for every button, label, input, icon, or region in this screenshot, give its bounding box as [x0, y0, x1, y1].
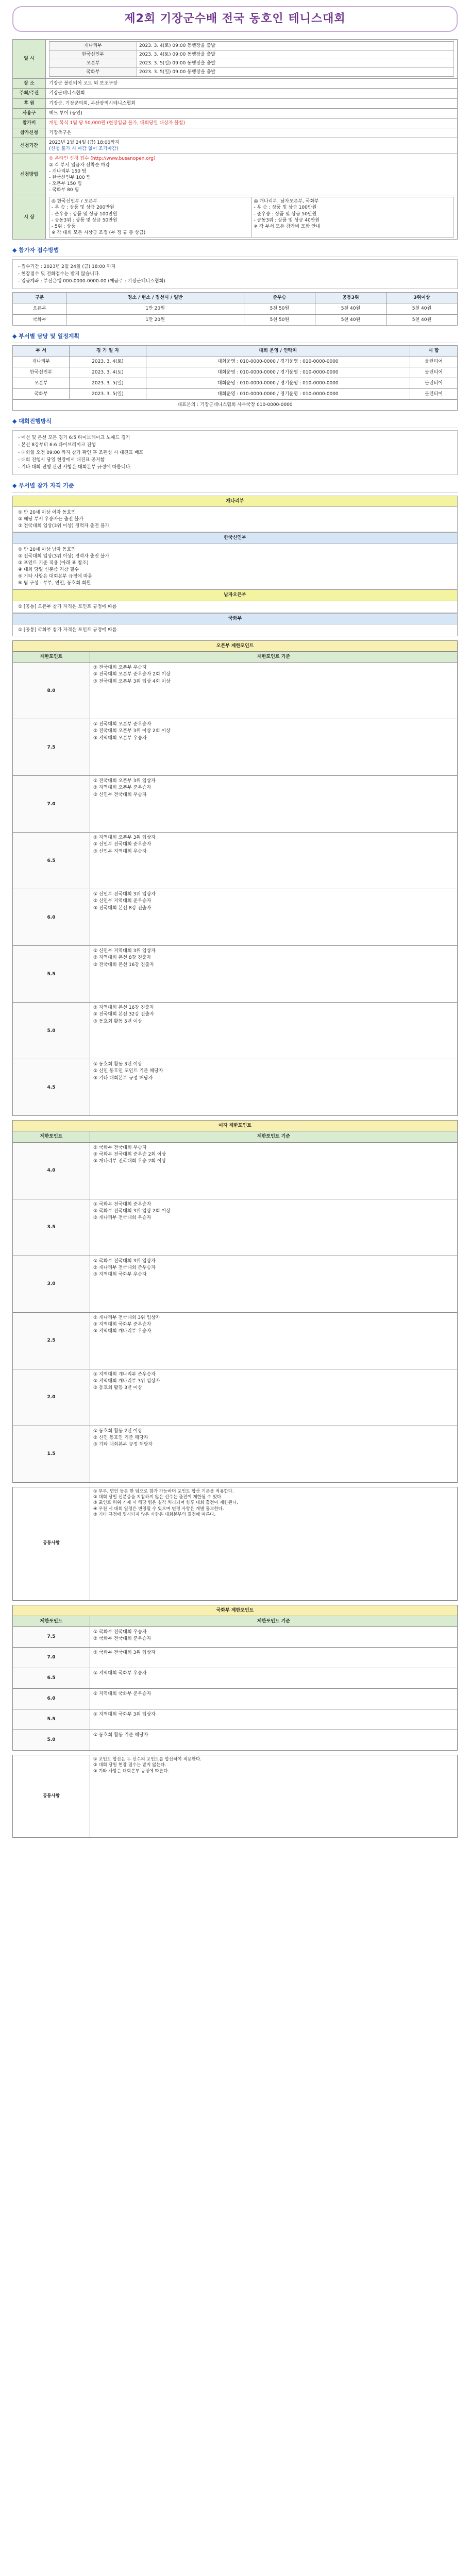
rule-line: - 본선 8강부터 6:6 타이브레이크 진행 [18, 443, 96, 448]
schedule-cell: 한국신인부 [13, 367, 70, 378]
points-line: ② 국화부 전국대회 준우승 2회 이상 [93, 1151, 166, 1157]
points-criteria [90, 833, 458, 889]
points-criteria [90, 663, 458, 719]
page-title: 제2회 기장군수배 전국 동호인 테니스대회 [124, 12, 346, 25]
points-level: 5.0 [13, 1003, 90, 1059]
points-row [13, 1369, 458, 1426]
points-line: ③ 신인부 지역대회 우승자 [93, 849, 147, 854]
schedule-cell: 볼런티어 [410, 378, 457, 389]
ratings-cell: 국화부 [13, 314, 66, 325]
common-notes-row [13, 1487, 458, 1600]
points-line: ① 국화부 전국대회 3위 입상자 [93, 1650, 156, 1655]
eligibility-rows [12, 601, 458, 613]
venue-value: 기장군 볼런티어 코트 외 보조구장 [46, 79, 458, 89]
common-note-line: ④ 우천 시 대회 일정은 변경될 수 있으며 변경 사항은 개별 통보한다. [93, 1506, 224, 1512]
points-line: ③ 동호회 활동 3년 이상 [93, 1385, 142, 1391]
schedule-cell: 대회운영 : 010-0000-0000 / 경기운영 : 010-0000-0000 [146, 356, 410, 367]
apply-label: 신청방법 [13, 154, 46, 195]
points-criteria [90, 1688, 458, 1709]
prize-line: ※ 각 부서 모든 참가비 포함 안내 [254, 224, 321, 229]
ratings-cell: 1만 20원 [66, 303, 244, 314]
common-note-line: ① 부부, 연인 등은 한 팀으로 참가 가능하며 포인트 합산 기준을 적용한다. [93, 1488, 234, 1494]
notice-line: - 접수기간 : 2023년 2월 24일 (금) 18:00 까지 [18, 264, 116, 269]
points-line: ③ 동호회 활동 5년 이상 [93, 1019, 142, 1024]
schedule-table-row [13, 356, 458, 367]
prize-subtable [49, 197, 454, 238]
apply-line: - 개나리부 150 팀 [49, 168, 87, 174]
points-line: ③ 신인부 전국대회 우승자 [93, 792, 147, 798]
points-line: ③ 전국대회 본선 8강 진출자 [93, 905, 152, 911]
points-line: ② 지역대회 오픈부 준우승자 [93, 785, 152, 791]
apply-line: - 오픈부 150 팀 [49, 181, 82, 187]
period-label: 신청기간 [13, 138, 46, 154]
notice-section [12, 245, 458, 326]
eligibility-line: ① [공통] 국화부 참가 자격은 포인트 규정에 따름 [18, 627, 117, 633]
eligibility-band: 남자오픈부 [12, 589, 458, 601]
points-criteria [90, 1668, 458, 1688]
notice-title: ◆ 참가자 접수방법 [12, 245, 458, 257]
schedule-header-row [13, 345, 458, 356]
points-criteria [90, 776, 458, 833]
points-row [13, 1199, 458, 1256]
points-line: ① 국화부 전국대회 우승자 [93, 1145, 147, 1150]
points-criteria [90, 1369, 458, 1426]
sponsor-label: 후 원 [13, 98, 46, 108]
schedule-table-row [13, 389, 458, 400]
points-criteria [90, 889, 458, 946]
info-table [12, 39, 458, 240]
period-value: 2023년 2월 24일 (금) 18:00까지 [49, 140, 120, 146]
points-line: ② 신인 동호인 포인트 기준 해당자 [93, 1069, 163, 1074]
apply-methods [46, 154, 458, 195]
points-line: ② 개나리부 전국대회 준우승자 [93, 1265, 156, 1270]
rule-line: - 대회 진행시 당일 현장에서 대진표 공지함 [18, 457, 105, 463]
points-row [13, 1256, 458, 1312]
points-line: ③ 전국대회 오픈부 3위 입상 4회 이상 [93, 679, 171, 684]
schedule-date: 2023. 3. 4(토) 09:00 동행장을 출발 [137, 50, 454, 59]
eligibility-band: 한국신인부 [12, 532, 458, 544]
points-criteria [90, 1003, 458, 1059]
schedule-cell: 개나리부 [13, 356, 70, 367]
prize-line: - 공동3위 : 상품 및 상금 40만원 [254, 217, 320, 223]
points-title-row [13, 640, 458, 651]
schedule-cell: 국화부 [13, 389, 70, 400]
points-line: ③ 기타 대회본부 규정 해당자 [93, 1442, 153, 1447]
points-row [13, 1668, 458, 1688]
final-notes-table [12, 1755, 458, 1838]
points-row [13, 1688, 458, 1709]
schedule-row [49, 68, 454, 77]
ratings-header: 공동3위 [315, 293, 386, 303]
points-row [13, 1426, 458, 1482]
eligibility-line: ⑥ 팀 구성 : 부부, 연인, 동호회 회원 [18, 581, 91, 586]
eligibility-band: 국화부 [12, 613, 458, 624]
points-row [13, 719, 458, 776]
points-line: ② 신인부 전국대회 준우승자 [93, 842, 152, 848]
women-points-table [12, 1120, 458, 1482]
schedule-footer: 대표문의 : 기장군테니스협회 사무국장 010-0000-0000 [12, 400, 458, 411]
common-notes-table [12, 1487, 458, 1601]
notice-line: - 현장접수 및 전화접수는 받지 않습니다. [18, 272, 100, 277]
ratings-row [13, 314, 458, 325]
open-points-table [12, 640, 458, 1116]
points-line: ② 지역대회 본선 8강 진출자 [93, 955, 152, 961]
points-line: ② 신인부 지역대회 준우승자 [93, 899, 152, 904]
points-level: 7.5 [13, 719, 90, 776]
points-line: ① 국화부 전국대회 준우승자 [93, 1201, 152, 1207]
points-line: ③ 지역대회 개나리부 우승자 [93, 1328, 152, 1334]
schedule-date: 2023. 3. 4(토) 09:00 동행장을 출발 [137, 41, 454, 50]
points-header: 제한포인트 기준 [90, 652, 458, 663]
schedule-cell: 볼런티어 [410, 367, 457, 378]
points-row [13, 663, 458, 719]
points-line: ① 신인부 전국대회 3위 입상자 [93, 892, 156, 897]
points-level: 6.0 [13, 1688, 90, 1709]
points-level: 5.0 [13, 1730, 90, 1750]
schedule-cell: 2023. 3. 5(일) [70, 389, 146, 400]
points-level: 6.5 [13, 833, 90, 889]
fee-value: 개인 복식 1팀 당 50,000원 (현장입금 불가, 대회당일 대상자 불참) [46, 118, 458, 128]
points-criteria [90, 1426, 458, 1482]
final-note-line: ③ 기타 사항은 대회본부 규정에 따른다. [93, 1768, 169, 1774]
eligibility-rows [12, 507, 458, 532]
schedule-group: 개나리부 [49, 41, 137, 50]
schedule-section [12, 331, 458, 411]
points-level: 2.5 [13, 1312, 90, 1369]
ratings-header: 정소 / 현소 / 접선시 / 일반 [66, 293, 244, 303]
schedule-cell: 대회운영 : 010-0000-0000 / 경기운영 : 010-0000-0000 [146, 367, 410, 378]
points-title: 오픈부 제한포인트 [13, 640, 458, 651]
schedule-cell: 대회운영 : 010-0000-0000 / 경기운영 : 010-0000-0000 [146, 378, 410, 389]
eligibility-section [12, 480, 458, 493]
points-line: ① 지역대회 개나리부 준우승자 [93, 1371, 156, 1377]
rule-line: - 예선 및 본선 모든 경기 6:5 타이브레이크 노애드 경기 [18, 435, 130, 441]
common-notes-body [90, 1487, 458, 1600]
final-notes-label: 공통사항 [13, 1755, 90, 1837]
points-criteria [90, 1059, 458, 1116]
eligibility-list [12, 496, 458, 636]
fee-label: 참가비 [13, 118, 46, 128]
points-line: ① 지역대회 국화부 우승자 [93, 1670, 147, 1676]
notice-box [12, 259, 458, 289]
ratings-cell: 5천 40원 [386, 303, 457, 314]
ratings-cell: 5천 40원 [386, 314, 457, 325]
points-header-row [13, 1131, 458, 1142]
points-line: ② 전국대회 본선 32강 진출자 [93, 1012, 154, 1018]
ratings-row [13, 303, 458, 314]
points-header: 제한포인트 기준 [90, 1616, 458, 1626]
points-row [13, 946, 458, 1003]
prize-line: - 공동3위 : 상품 및 상금 50만원 [52, 217, 118, 223]
points-criteria [90, 1256, 458, 1312]
points-title-row [13, 1605, 458, 1616]
ratings-cell: 오픈부 [13, 303, 66, 314]
prize-line: ◎ 개나리부, 남자오픈부, 국화부 [254, 199, 319, 205]
schedule-subtable [49, 41, 454, 77]
prize-line: - 우 승 : 상품 및 상금 200만원 [52, 205, 114, 211]
points-row [13, 1312, 458, 1369]
rules-section [12, 416, 458, 475]
prize-line: - 준우승 : 상품 및 상금 100만원 [52, 211, 118, 217]
points-level: 7.0 [13, 776, 90, 833]
eligibility-line: ① [공통] 오픈부 참가 자격은 포인트 규정에 따름 [18, 604, 117, 609]
points-line: ① 전국대회 오픈부 우승자 [93, 665, 147, 671]
prize-line: - 우 승 : 상품 및 상금 100만원 [254, 205, 317, 211]
schedule-header: 시 합 [410, 345, 457, 356]
points-level: 6.5 [13, 1668, 90, 1688]
schedule-table-row [13, 378, 458, 389]
points-row [13, 833, 458, 889]
schedule-group: 오픈부 [49, 59, 137, 67]
ratings-header-row [13, 293, 458, 303]
points-line: ① 전국대회 오픈부 준우승자 [93, 722, 152, 727]
schedule-cell: 대회운영 : 010-0000-0000 / 경기운영 : 010-0000-0000 [146, 389, 410, 400]
ball-label: 사용구 [13, 108, 46, 118]
points-line: ① 국화부 전국대회 우승자 [93, 1629, 147, 1635]
points-line: ③ 개나리부 전국대회 우승 2회 이상 [93, 1158, 166, 1164]
points-line: ① 동호회 활동 2년 이상 [93, 1428, 142, 1434]
points-header: 제한포인트 [13, 652, 90, 663]
final-notes-body [90, 1755, 458, 1837]
ratings-header: 준우승 [244, 293, 315, 303]
points-criteria [90, 1626, 458, 1647]
schedule-cell: 2023. 3. 4(토) [70, 367, 146, 378]
points-line: ② 국화부 전국대회 준우승자 [93, 1636, 152, 1641]
schedule-row [49, 41, 454, 50]
points-level: 1.5 [13, 1426, 90, 1482]
points-level: 2.0 [13, 1369, 90, 1426]
schedule-group: 한국신인부 [49, 50, 137, 59]
points-level: 8.0 [13, 663, 90, 719]
points-row [13, 889, 458, 946]
eligibility-title: ◆ 부서별 참가 자격 기준 [12, 480, 458, 493]
points-title: 여자 제한포인트 [13, 1121, 458, 1131]
schedule-row [49, 50, 454, 59]
points-criteria [90, 1142, 458, 1199]
points-line: ① 신인부 지역대회 3위 입상자 [93, 948, 156, 954]
ratings-cell: 5천 40원 [315, 314, 386, 325]
prize-line: - 준우승 : 상품 및 상금 50만원 [254, 211, 317, 217]
points-criteria [90, 946, 458, 1003]
schedule-date: 2023. 3. 5(일) 09:00 동행장을 출발 [137, 68, 454, 77]
notice-line: - 입금계좌 : 부산은행 000-0000-0000-00 (예금주 : 기장군테니스협회) [18, 279, 165, 284]
bank-label: 참가신청 [13, 128, 46, 138]
points-line: ② 전국대회 오픈부 준우승자 2회 이상 [93, 672, 171, 677]
schedule-label: 일 시 [13, 39, 46, 79]
rule-line: - 기타 대회 진행 관련 사항은 대회본부 규정에 따릅니다. [18, 464, 132, 470]
points-title-row [13, 1121, 458, 1131]
schedule-cell: 2023. 3. 4(토) [70, 356, 146, 367]
schedule-title: ◆ 부서별 담당 및 일정계획 [12, 331, 458, 343]
bank-value: 기장축구은 [46, 128, 458, 138]
schedule-cell: 2023. 3. 5(일) [70, 378, 146, 389]
points-row [13, 1003, 458, 1059]
schedule-cell: 볼런티어 [410, 389, 457, 400]
eligibility-line: ③ 전국대회 입상(3위 이상) 경력자 출전 불가 [18, 523, 110, 529]
eligibility-line: ① 만 20세 이상 남자 동호인 [18, 547, 76, 552]
apply-line: ① 온라인 신청 접수 (http://www.busanopen.org) [49, 156, 156, 162]
points-header: 제한포인트 [13, 1131, 90, 1142]
points-line: ② 지역대회 국화부 준우승자 [93, 1321, 152, 1327]
points-row [13, 1709, 458, 1730]
points-criteria [90, 1730, 458, 1750]
points-level: 3.0 [13, 1256, 90, 1312]
final-points-table [12, 1605, 458, 1751]
points-criteria [90, 1312, 458, 1369]
eligibility-line: ② 전국대회 입상(3위 이상) 경력자 출전 불가 [18, 553, 110, 559]
points-line: ② 신인 동호인 기준 해당자 [93, 1435, 148, 1440]
prize-line: - 5위 : 상품 [52, 224, 76, 229]
points-line: ① 지역대회 국화부 준우승자 [93, 1691, 152, 1697]
points-header-row [13, 1616, 458, 1626]
final-note-line: ② 대회 당일 현장 접수는 받지 않는다. [93, 1762, 166, 1768]
ratings-cell: 5천 40원 [315, 303, 386, 314]
points-level: 5.5 [13, 946, 90, 1003]
eligibility-band: 개나리부 [12, 496, 458, 507]
ball-value: 헤드 투어 (공인) [46, 108, 458, 118]
rules-box [12, 430, 458, 475]
apply-line: ② 각 부서 입금자 선착순 마감 [49, 162, 110, 168]
apply-line: - 국화부 80 팀 [49, 188, 79, 193]
points-level: 4.5 [13, 1059, 90, 1116]
eligibility-line: ④ 대회 당일 신분증 지참 필수 [18, 567, 79, 572]
points-title: 국화부 제한포인트 [13, 1605, 458, 1616]
eligibility-line: ③ 포인트 기준 적용 (아래 표 참조) [18, 560, 89, 566]
host-value: 기장군테니스협회 [46, 89, 458, 98]
points-level: 3.5 [13, 1199, 90, 1256]
eligibility-line: ② 해당 부서 우승자는 출전 불가 [18, 517, 83, 522]
title-banner [12, 6, 458, 32]
points-criteria [90, 1709, 458, 1730]
points-row [13, 1142, 458, 1199]
rule-line: - 대회일 오전 09:00 까지 참가 확인 후 조편성 시 대진표 배포 [18, 450, 144, 455]
points-header: 제한포인트 기준 [90, 1131, 458, 1142]
points-line: ③ 기타 대회본부 규정 해당자 [93, 1075, 153, 1081]
schedule-header: 대회 운영 / 연락처 [146, 345, 410, 356]
points-line: ③ 지역대회 국화부 우승자 [93, 1272, 147, 1277]
common-note-line: ② 대회 당일 신분증을 지참하지 않은 선수는 출전이 제한될 수 있다. [93, 1494, 223, 1500]
points-line: ③ 전국대회 본선 16강 진출자 [93, 962, 154, 968]
points-row [13, 1647, 458, 1668]
points-row [13, 1059, 458, 1116]
points-row [13, 776, 458, 833]
points-criteria [90, 1199, 458, 1256]
schedule-table-row [13, 367, 458, 378]
points-header-row [13, 652, 458, 663]
ratings-header: 3위이상 [386, 293, 457, 303]
prize-label: 시 상 [13, 195, 46, 240]
points-level: 7.0 [13, 1647, 90, 1668]
common-note-line: ③ 포인트 허위 기재 시 해당 팀은 실격 처리되며 향후 대회 출전이 제한된다. [93, 1500, 238, 1506]
schedule-header: 부 서 [13, 345, 70, 356]
points-line: ① 지역대회 오픈부 3위 입상자 [93, 835, 156, 841]
points-level: 4.0 [13, 1142, 90, 1199]
schedule-group: 국화부 [49, 68, 137, 77]
host-label: 주최/주관 [13, 89, 46, 98]
points-level: 7.5 [13, 1626, 90, 1647]
points-row [13, 1730, 458, 1750]
ratings-table [12, 292, 458, 325]
schedule-date: 2023. 3. 5(일) 09:00 동행장을 출발 [137, 59, 454, 67]
schedule-cell: 볼런티어 [410, 356, 457, 367]
points-row [13, 1626, 458, 1647]
points-line: ① 동호회 활동 3년 이상 [93, 1062, 142, 1067]
points-line: ① 지역대회 국화부 3위 입상자 [93, 1711, 156, 1717]
points-level: 6.0 [13, 889, 90, 946]
points-line: ① 전국대회 오픈부 3위 입상자 [93, 778, 156, 784]
period-note: (신청 불가 시 마감 없이 조기마감) [49, 146, 119, 152]
ratings-cell: 5천 50원 [244, 303, 315, 314]
prize-line: ※ 각 대회 모든 시상금 조정 (부 정 규 총 상금) [52, 230, 146, 235]
apply-line: - 한국신인부 100 팀 [49, 175, 91, 180]
ratings-cell: 1만 20원 [66, 314, 244, 325]
eligibility-rows [12, 624, 458, 636]
final-note-line: ① 포인트 합산은 두 선수의 포인트를 합산하여 적용한다. [93, 1756, 202, 1762]
points-line: ① 국화부 전국대회 3위 입상자 [93, 1258, 156, 1264]
points-criteria [90, 1647, 458, 1668]
points-level: 5.5 [13, 1709, 90, 1730]
eligibility-rows [12, 544, 458, 590]
schedule-cell: 오픈부 [13, 378, 70, 389]
final-notes-row [13, 1755, 458, 1837]
points-header: 제한포인트 [13, 1616, 90, 1626]
points-line: ② 전국대회 오픈부 3위 이상 2회 이상 [93, 728, 171, 734]
common-notes-label: 공통사항 [13, 1487, 90, 1600]
eligibility-line: ① 만 20세 이상 여자 동호인 [18, 510, 76, 515]
points-line: ③ 지역대회 오픈부 우승자 [93, 735, 147, 741]
schedule-table [12, 345, 458, 400]
venue-label: 장 소 [13, 79, 46, 89]
ratings-header: 구분 [13, 293, 66, 303]
points-line: ② 국화부 전국대회 3위 입상 2회 이상 [93, 1208, 171, 1214]
prize-right [251, 197, 454, 238]
common-note-line: ⑤ 기타 규정에 명시되지 않은 사항은 대회본부의 결정에 따른다. [93, 1512, 216, 1518]
ratings-cell: 5천 50원 [244, 314, 315, 325]
sponsor-value: 기장군, 기장군의회, 부산광역시테니스협회 [46, 98, 458, 108]
schedule-row [49, 59, 454, 67]
prize-line: ◎ 한국신인부 / 오픈부 [52, 199, 98, 205]
points-line: ③ 개나리부 전국대회 우승자 [93, 1215, 152, 1221]
rules-title: ◆ 대회진행방식 [12, 416, 458, 428]
points-line: ② 지역대회 개나리부 3위 입상자 [93, 1378, 160, 1384]
points-line: ① 동호회 활동 기준 해당자 [93, 1732, 148, 1738]
schedule-header: 경 기 일 자 [70, 345, 146, 356]
points-line: ① 개나리부 전국대회 3위 입상자 [93, 1315, 160, 1320]
prize-left [49, 197, 252, 238]
points-line: ① 지역대회 본선 16강 진출자 [93, 1005, 154, 1011]
eligibility-line: ⑤ 기타 사항은 대회본부 규정에 따름 [18, 574, 93, 580]
points-criteria [90, 719, 458, 776]
